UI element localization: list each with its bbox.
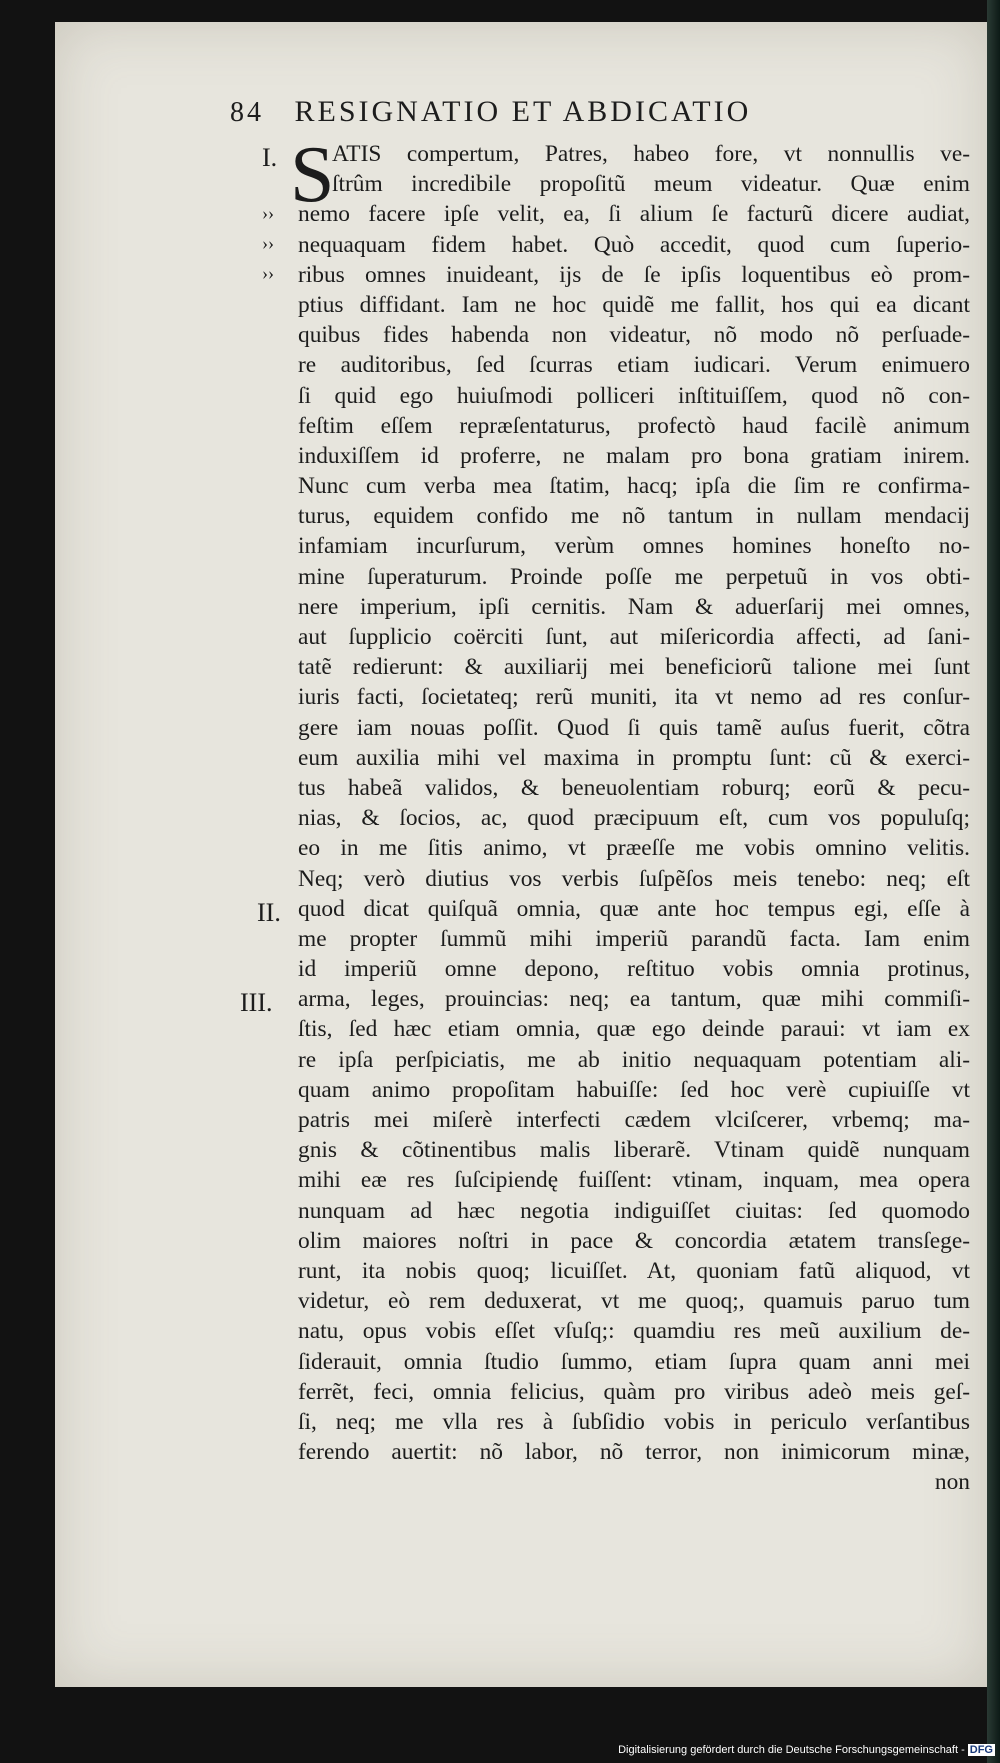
text-line: quod dicat quiſquã omnia, quæ ante hoc tempus egi, eſſe à xyxy=(298,895,970,922)
body-text xyxy=(298,139,970,1497)
running-title: RESIGNATIO ET ABDICATIO xyxy=(294,95,752,128)
catchword: non xyxy=(934,1469,970,1496)
text-line: ſtrûm incredibile propoſitũ meum videatur. Quæ enim xyxy=(332,171,970,198)
text-line: tus habeã validos, & beneuolentiam roburq; eorũ & pecu- xyxy=(298,774,970,801)
margin-quote-mark: ›› xyxy=(262,203,274,223)
text-line: feſtim eſſem repræſentaturus, profectò haud facilè animum xyxy=(298,412,970,439)
text-line: eo in me ſitis animo, vt præeſſe me vobis omnino velitis. xyxy=(298,835,970,862)
text-line: runt, ita nobis quoq; licuiſſet. At, quoniam fatũ aliquod, vt xyxy=(298,1257,970,1284)
text-line: arma, leges, prouincias: neq; ea tantum, quæ mihi commiſi- xyxy=(298,986,970,1013)
text-line: re auditoribus, ſed ſcurras etiam iudicari. Verum enimuero xyxy=(298,352,970,379)
text-line: nemo facere ipſe velit, ea, ſi alium ſe facturũ dicere audiat, xyxy=(298,201,970,228)
text-line: ribus omnes inuideant, ijs de ſe ipſis loquentibus eò prom- xyxy=(298,261,970,288)
text-line: mihi eæ res ſuſcipiendę fuiſſent: vtinam, inquam, mea opera xyxy=(298,1167,970,1194)
text-line: turus, equidem confido me nõ tantum in nullam mendacij xyxy=(298,503,970,530)
text-line: id imperiũ omne depono, reſtituo vobis omnia protinus, xyxy=(298,956,970,983)
text-line: ſtis, ſed hæc etiam omnia, quæ ego deinde paraui: vt iam ex xyxy=(298,1016,970,1043)
text-line: Neq; verò diutius vos verbis ſuſpẽſos meis tenebo: neq; eſt xyxy=(298,865,970,892)
credit-text: Digitalisierung gefördert durch die Deutsche Forschungsgemeinschaft - xyxy=(618,1744,965,1756)
text-line: natu, opus vobis eſſet vſuſq;: quamdiu res meũ auxilium de- xyxy=(298,1318,970,1345)
text-line: nunquam ad hæc negotia indiguiſſet ciuitas: ſed quomodo xyxy=(298,1197,970,1224)
dfg-logo: DFG xyxy=(969,1744,993,1756)
text-line: eum auxilia mihi vel maxima in promptu ſunt: cũ & exerci- xyxy=(298,744,970,771)
text-line: ſiderauit, omnia ſtudio ſummo, etiam ſupra quam anni mei xyxy=(298,1348,970,1375)
text-line: patris mei miſerè interfecti cædem vlciſcerer, vrbemq; ma- xyxy=(298,1107,970,1133)
text-line: ptius diffidant. Iam ne hoc quidẽ me fallit, hos qui ea dicant xyxy=(298,291,970,318)
text-line: Nunc cum verba mea ſtatim, hacq; ipſa die ſim re confirma- xyxy=(298,473,970,500)
text-line: quam animo propoſitam habuiſſe: ſed hoc verè cupiuiſſe vt xyxy=(298,1076,970,1103)
text-line: ſi quid ego huiuſmodi polliceri inſtituiſſem, quod nõ con- xyxy=(298,382,970,409)
book-spine-edge xyxy=(987,0,1000,1763)
text-line: ſi, neq; me vlla res à ſubſidio vobis in periculo verſantibus xyxy=(298,1408,970,1435)
text-line: ferendo auertit: nõ labor, nõ terror, non inimicorum minæ, xyxy=(298,1439,970,1466)
margin-numeral-3: III. xyxy=(240,988,273,1017)
running-header xyxy=(230,95,930,135)
text-line: nias, & ſocios, ac, quod præcipuum eſt, cum vos populuſq; xyxy=(298,805,970,832)
text-line: induxiſſem id proferre, ne malam pro bona gratiam inirem. xyxy=(298,442,970,469)
text-line: re ipſa perſpiciatis, me ab initio nequaquam potentiam ali- xyxy=(298,1046,970,1073)
text-line: mine ſuperaturum. Proinde poſſe me perpetuũ in vos obti- xyxy=(298,563,970,590)
digitization-credit xyxy=(610,1744,995,1760)
margin-quote-mark: ›› xyxy=(262,233,274,253)
text-line: quibus fides habenda non videatur, nõ modo nõ perſuade- xyxy=(298,322,970,349)
text-line: tatẽ redierunt: & auxiliarij mei beneficiorũ talione mei ſunt xyxy=(298,654,970,681)
text-line: me propter ſummũ mihi imperiũ parandũ facta. Iam enim xyxy=(298,925,970,952)
text-line: ferrẽt, feci, omnia felicius, quàm pro viribus adeò meis geſ- xyxy=(298,1378,970,1405)
text-line: ATIS compertum, Patres, habeo fore, vt nonnullis ve- xyxy=(332,141,970,167)
drop-capital: S xyxy=(290,131,335,219)
text-line: gere iam nouas poſſit. Quod ſi quis tamẽ auſus fuerit, cõtra xyxy=(298,714,970,741)
text-line: infamiam incurſurum, verùm omnes homines honeſto no- xyxy=(298,533,970,560)
text-line: olim maiores noſtri in pace & concordia ætatem transſege- xyxy=(298,1227,970,1254)
margin-numeral-1: I. xyxy=(262,143,278,172)
text-line: iuris facti, ſocietateq; rerũ muniti, ita vt nemo ad res conſur- xyxy=(298,684,970,711)
text-line: nequaquam fidem habet. Quò accedit, quod cum ſuperio- xyxy=(298,231,970,258)
text-line: gnis & cõtinentibus malis liberarẽ. Vtinam quidẽ nunquam xyxy=(298,1137,970,1164)
page-number: 84 xyxy=(230,97,264,128)
text-line: videtur, eò rem deduxerat, vt me quoq;, quamuis paruo tum xyxy=(298,1288,970,1315)
text-line: nere imperium, ipſi cernitis. Nam & aduerſarij mei omnes, xyxy=(298,593,970,620)
text-line: aut ſupplicio coërciti ſunt, aut miſericordia affecti, ad ſani- xyxy=(298,624,970,650)
margin-quote-mark: ›› xyxy=(262,263,274,283)
margin-numeral-2: II. xyxy=(257,898,281,927)
